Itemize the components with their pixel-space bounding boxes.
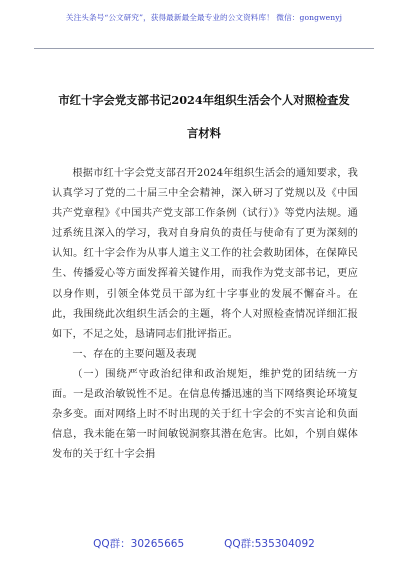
issue-paragraph-1: （一）围绕严守政治纪律和政治规矩，维护党的团结统一方面。一是政治敏锐性不足。在信息传播迅速的当下网络舆论环境复杂多变。面对网络上时不时出现的关于红十字会的不实言论和负面信息，我未能在第一时间敏锐洞察其潜在危害。比如，个别自媒体发布的关于红十字会捐 — [52, 368, 358, 461]
header-banner: 关注头条号“公文研究”，获得最新最全最专业的公文资料库！ 微信：gongwenyj — [65, 13, 343, 22]
footer-qq-group-1: QQ群：30265665 — [93, 538, 185, 550]
intro-paragraph: 根据市红十字会党支部召开2024年组织生活会的通知要求，我认真学习了党的二十届三中全会精神，深入研习了党规以及《中国共产党章程》《中国共产党支部工作条例（试行）》等党内法规。通过系统且深入的学习，我对自身肩负的责任与使命有了更为深刻的认知。红十字会作为从事人道主义工作的社会救助团体，在保障民生、传播爱心等方面发挥着关键作用，而我作为党支部书记，更应以身作则，引领全体党员干部为红十字事业的发展不懈奋斗。在此，我围绕此次组织生活会的主题，将个人对照检查情况详细汇报如下，不足之处，恳请同志们批评指正。 — [52, 168, 358, 340]
document-body — [52, 164, 358, 465]
header-divider — [34, 48, 374, 49]
document-title-line-2: 言材料 — [187, 126, 221, 140]
footer-qq-group-2: QQ群:535304092 — [224, 538, 315, 550]
footer-contact — [0, 536, 408, 551]
section-heading: 一、存在的主要问题及表现 — [72, 348, 197, 360]
document-title-line-1: 市红十字会党支部书记2024年组织生活会个人对照检查发 — [58, 93, 350, 107]
